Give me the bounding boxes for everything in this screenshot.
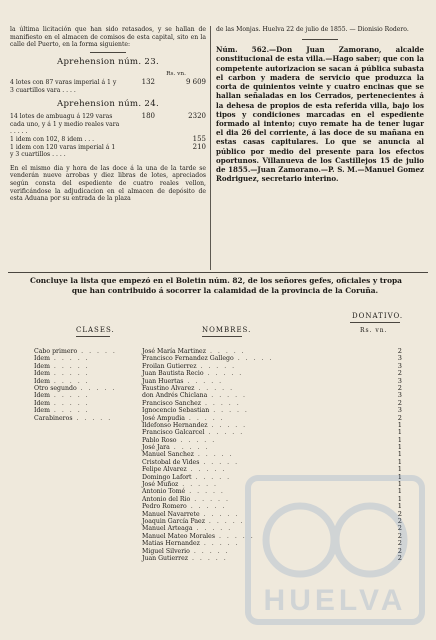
row-donativo: 1 — [397, 480, 402, 489]
row-donativo: 3 — [397, 391, 402, 400]
row-nombre-text: Miguel Silverio — [142, 547, 190, 555]
row-clase-text: Carabineros — [34, 414, 73, 422]
leader-dots: . . . . . — [77, 348, 117, 355]
leader-dots: . . . . . — [178, 481, 218, 489]
row-donativo: 1 — [397, 450, 402, 459]
left-bottom-text: En el mismo dia y hora de las doce á la una de la tarde se venderán nueve arrobas y diez libras de lotes, apreciados según consta del espediente de cuatro reales vellon, verificándose la adjudicacion en el almacen de depósito de esta Aduana por su entrada de la plaza — [10, 164, 206, 203]
row-nombre-text: Francisco Sanchez — [142, 399, 201, 407]
leader-dots: . . . . . — [72, 414, 113, 422]
clase-cell — [14, 533, 142, 540]
section-rule — [8, 272, 428, 273]
row-nombre-text: Joaquin García Paez — [142, 517, 205, 525]
row-donativo: 1 — [397, 420, 402, 429]
table-row — [14, 525, 424, 532]
row-nombre — [142, 518, 362, 525]
row-donativo: 2 — [397, 516, 402, 525]
clase-cell — [14, 451, 142, 458]
row-nombre-text: Juan Gutierrez — [142, 554, 188, 562]
row-nombre-text: Antonio Tomé — [142, 488, 186, 496]
clase-cell — [14, 459, 142, 466]
lot-value: 132 — [141, 78, 155, 87]
clase-cell — [14, 548, 142, 555]
row-nombre-text: Francisco Galcarcel — [142, 429, 205, 437]
row-clase-text: Idem — [34, 362, 50, 370]
leader-dots: . . . . . — [191, 473, 232, 481]
table-row — [14, 496, 424, 503]
row-nombre-text: José Jara — [142, 444, 170, 452]
row-donativo: 1 — [397, 443, 402, 452]
leader-dots: . . . . . — [201, 399, 241, 407]
clase-cell — [14, 555, 142, 562]
clase-cell — [14, 466, 142, 473]
leader-dots: . . . . . — [189, 547, 230, 555]
clase-cell — [14, 363, 142, 370]
table-row — [14, 511, 424, 518]
right-column — [216, 26, 424, 183]
table-row — [14, 437, 424, 444]
row-nombre — [142, 370, 362, 377]
row-nombre — [142, 415, 362, 422]
row-nombre-text: Ildefonso Hernandez — [142, 421, 208, 429]
row-nombre — [142, 400, 362, 407]
clase-cell — [14, 348, 142, 355]
row-donativo: 3 — [397, 376, 402, 385]
header-nombres: NOMBRES. — [202, 326, 252, 334]
row-donativo: 1 — [397, 494, 402, 503]
clase-cell — [14, 488, 142, 495]
row-nombre-text: Francisco Fernandez Gallego — [142, 355, 234, 363]
row-nombre-text: Juan Huertas — [142, 377, 184, 385]
lot-text: 1 idem con 120 varas imperial á 1 y 3 cuartillos . . . . — [10, 143, 116, 159]
leader-dots: . . . . . — [49, 377, 90, 385]
notice-562: Núm. 562.—Don Juan Zamorano, alcalde constitucional de esta villa.—Hago saber; que con la competente autorizacion se sacan á pública subasta el carbon y madera de servicio que produzca la corta de quinientos veinte y cuatro encinas que se hallan señaladas en los Cerrados, pertenecientes á la dehesa de propios de esta referida villa, bajo los tipos y condiciones marcadas en el espediente formado al intento; cuyo remate ha de tener lugar el dia 26 del corriente, á las doce de su mañana en estas casas capitulares. Lo que se anuncia al público por medio del presente para los efectos oportunos. Villanueva de los Castillejos 15 de julio de 1855.—Juan Zamorano.—P. S. M.—Manuel Gomez Rodriguez, secretario interino. — [216, 45, 424, 184]
lot-row — [10, 136, 206, 144]
leader-dots: . . . . . — [204, 517, 245, 525]
row-nombre-text: Matias Hernandez — [142, 540, 200, 548]
right-top-text: de las Monjas. Huelva 22 de julio de 1855. — Dionisio Rodero. — [216, 26, 409, 33]
row-nombre — [142, 422, 362, 429]
leader-dots: . . . . . — [215, 532, 255, 540]
row-nombre — [142, 348, 362, 355]
clase-cell — [14, 378, 142, 385]
left-top-text: la última licitación que han sido retasados, y se hallan de manifiesto en el almacen de comisos de esta capital, sito en la calle del Puerto, en la forma siguiente: — [10, 26, 206, 49]
table-row — [14, 400, 424, 407]
row-clase-text: Idem — [34, 370, 50, 378]
leader-dots: . . . . . — [185, 488, 225, 496]
lot-total: 155 — [192, 135, 206, 144]
table-row — [14, 392, 424, 399]
row-nombre-text: Juan Bautista Recio — [142, 370, 204, 378]
leader-dots: . . . . . — [49, 370, 90, 378]
row-donativo: 1 — [397, 435, 402, 444]
leader-dots: . . . . . — [183, 377, 224, 385]
row-nombre — [142, 474, 362, 481]
row-nombre-text: Froilan Gutierrez — [142, 362, 197, 370]
row-nombre-text: José María Martinez — [142, 348, 206, 355]
row-nombre — [142, 429, 362, 436]
row-donativo: 3 — [397, 354, 402, 363]
leader-dots: . . . . . — [194, 384, 235, 392]
leader-dots: . . . . . — [209, 407, 249, 415]
row-nombre-text: Antonio del Rio — [142, 495, 191, 503]
leader-dots: . . . . . — [49, 392, 90, 400]
row-nombre-text: Pablo Roso — [142, 436, 177, 444]
leader-dots: . . . . . — [193, 451, 234, 459]
leader-dots: . . . . . — [207, 421, 248, 429]
intro-line-1: Concluye la lista que empezó en el Boletin núm. 82, de los señores gefes, oficiales y tropa — [30, 276, 402, 285]
leader-dots: . . . . . — [199, 540, 240, 548]
row-donativo: 2 — [397, 524, 402, 533]
row-nombre — [142, 407, 362, 414]
row-donativo: 1 — [397, 457, 402, 466]
row-nombre-text: Faustino Alvarez — [142, 384, 195, 392]
lot-text: 4 lotes con 87 varas imperial á 1 y 3 cuartillos vara . . . . — [10, 79, 117, 94]
table-row — [14, 355, 424, 362]
row-nombre-text: José Muñoz — [142, 481, 179, 489]
row-donativo: 1 — [397, 502, 402, 511]
column-divider — [210, 26, 211, 270]
row-donativo: 3 — [397, 406, 402, 415]
clase-cell — [14, 540, 142, 547]
row-nombre-text: don Andrés Chiclana — [142, 392, 208, 400]
row-donativo: 2 — [397, 398, 402, 407]
leader-dots: . . . . . — [49, 362, 90, 370]
table-row — [14, 378, 424, 385]
row-clase-text: Idem — [34, 377, 50, 385]
row-clase-text: Idem — [34, 355, 50, 363]
row-donativo: 1 — [397, 465, 402, 474]
row-nombre-text: Manuel Navarrete — [142, 510, 200, 518]
clase-cell — [14, 407, 142, 414]
row-donativo: 2 — [397, 383, 402, 392]
row-donativo: 2 — [397, 539, 402, 548]
leader-dots: . . . . . — [205, 348, 246, 355]
leader-dots: . . . . . — [199, 458, 240, 466]
row-nombre — [142, 488, 362, 495]
leader-dots: . . . . . — [176, 436, 217, 444]
heading-aprehension-23: Aprehension núm. 23. — [56, 57, 159, 68]
row-nombre — [142, 355, 362, 362]
table-row — [14, 474, 424, 481]
header-underline — [350, 322, 400, 323]
row-nombre-text: Manuel Mateo Morales — [142, 532, 215, 540]
row-donativo: 2 — [397, 553, 402, 562]
row-nombre — [142, 451, 362, 458]
row-clase-text: Cabo primero — [34, 348, 78, 355]
row-nombre — [142, 459, 362, 466]
leader-dots: . . . . . — [196, 362, 237, 370]
header-donativo: DONATIVO. — [352, 312, 404, 320]
heading-aprehension-24: Aprehension núm. 24. — [56, 99, 159, 110]
leader-dots: . . . . . — [207, 392, 247, 400]
clase-cell — [14, 392, 142, 399]
leader-dots: . . . . . — [233, 355, 274, 363]
row-donativo: 1 — [397, 487, 402, 496]
table-row — [14, 385, 424, 392]
leader-dots: . . . . . — [204, 429, 245, 437]
list-intro — [30, 276, 420, 295]
left-column — [10, 26, 206, 203]
leader-dots: . . . . . — [49, 355, 90, 363]
table-row — [14, 466, 424, 473]
clase-cell — [14, 437, 142, 444]
clase-cell — [14, 444, 142, 451]
row-clase-text: Idem — [34, 399, 50, 407]
leader-dots: . . . . . — [190, 495, 230, 503]
header-clases: CLASES. — [76, 326, 115, 334]
row-donativo: 1 — [397, 428, 402, 437]
row-nombre-text: Pedro Romero — [142, 503, 187, 511]
clase-cell — [14, 370, 142, 377]
header-underline — [76, 336, 110, 337]
donations-table — [14, 348, 424, 562]
lot-total: 2320 — [188, 112, 206, 121]
row-nombre — [142, 533, 362, 540]
leader-dots: . . . . . — [76, 384, 117, 392]
header-underline — [202, 336, 242, 337]
leader-dots: . . . . . — [186, 503, 227, 511]
clase-cell — [14, 511, 142, 518]
table-row — [14, 451, 424, 458]
table-row — [14, 503, 424, 510]
table-row — [14, 444, 424, 451]
clase-cell — [14, 525, 142, 532]
table-row — [14, 363, 424, 370]
row-donativo: 2 — [397, 347, 402, 355]
header-rs: Rs. vn. — [360, 327, 388, 334]
leader-dots: . . . . . — [192, 525, 233, 533]
rs-label: Rs. vn. — [166, 71, 186, 78]
row-nombre-text: Manuel Sanchez — [142, 451, 194, 459]
leader-dots: . . . . . — [169, 444, 210, 452]
table-row — [14, 481, 424, 488]
small-rule — [302, 39, 338, 40]
row-donativo: 2 — [397, 369, 402, 378]
intro-line-2: que han contribuido á socorrer la calamidad de la provincia de la Coruña. — [71, 285, 379, 295]
row-nombre — [142, 548, 362, 555]
row-nombre-text: Domingo Lafort — [142, 473, 192, 481]
row-nombre — [142, 378, 362, 385]
clase-cell — [14, 400, 142, 407]
table-row — [14, 370, 424, 377]
clase-cell — [14, 518, 142, 525]
row-nombre — [142, 444, 362, 451]
leader-dots: . . . . . — [186, 466, 227, 474]
row-nombre — [142, 385, 362, 392]
clase-cell — [14, 496, 142, 503]
clase-cell — [14, 481, 142, 488]
row-nombre-text: Manuel Arteaga — [142, 525, 193, 533]
row-nombre — [142, 392, 362, 399]
row-nombre — [142, 540, 362, 547]
leader-dots: . . . . . — [199, 510, 240, 518]
row-donativo: 2 — [397, 509, 402, 518]
clase-cell — [14, 355, 142, 362]
table-row — [14, 429, 424, 436]
table-row — [14, 422, 424, 429]
row-nombre — [142, 503, 362, 510]
stamp-text: HUELVA — [263, 584, 407, 617]
clase-cell — [14, 422, 142, 429]
lot-total: 210 — [192, 142, 206, 151]
lot-text: 1 idem con 102, 8 idem . . . — [10, 136, 95, 144]
table-row — [14, 488, 424, 495]
lot-value: 180 — [141, 112, 155, 121]
table-row — [14, 415, 424, 422]
row-clase-text: Otro segundo — [34, 384, 77, 392]
clase-cell — [14, 385, 142, 392]
lot-total: 9 609 — [185, 78, 206, 87]
row-nombre-text: Felipe Alvarez — [142, 466, 187, 474]
row-nombre — [142, 481, 362, 488]
row-nombre-text: Ignocencio Sebastian — [142, 407, 210, 415]
clase-cell — [14, 429, 142, 436]
clase-cell — [14, 415, 142, 422]
table-row — [14, 348, 424, 355]
lot-row — [10, 79, 206, 94]
row-nombre-text: Cristobal de Vides — [142, 458, 200, 466]
table-row — [14, 533, 424, 540]
row-donativo: 3 — [397, 361, 402, 370]
row-donativo: 2 — [397, 413, 402, 422]
clase-cell — [14, 474, 142, 481]
row-donativo: 2 — [397, 546, 402, 555]
table-row — [14, 548, 424, 555]
table-row — [14, 540, 424, 547]
leader-dots: . . . . . — [184, 414, 225, 422]
leader-dots: . . . . . — [203, 370, 244, 378]
row-nombre — [142, 363, 362, 370]
row-donativo: 1 — [397, 472, 402, 481]
leader-dots: . . . . . — [49, 407, 90, 415]
row-nombre — [142, 555, 362, 562]
small-rule — [90, 52, 126, 53]
row-nombre — [142, 496, 362, 503]
table-row — [14, 518, 424, 525]
row-nombre-text: José Ampudia — [142, 414, 185, 422]
row-nombre — [142, 525, 362, 532]
row-nombre — [142, 511, 362, 518]
row-nombre — [142, 466, 362, 473]
row-clase-text: Idem — [34, 392, 50, 400]
leader-dots: . . . . . — [188, 554, 228, 562]
row-nombre — [142, 437, 362, 444]
clase-cell — [14, 503, 142, 510]
lot-row — [10, 144, 206, 159]
table-row — [14, 459, 424, 466]
lot-text: 14 lotes de ambuagu á 129 varas cada uno, y á 1 y medio reales vara . . . . . — [10, 113, 120, 136]
row-donativo: 2 — [397, 531, 402, 540]
lot-row — [10, 113, 206, 136]
row-clase-text: Idem — [34, 407, 50, 415]
leader-dots: . . . . . — [49, 399, 90, 407]
table-row — [14, 555, 424, 562]
table-row — [14, 407, 424, 414]
